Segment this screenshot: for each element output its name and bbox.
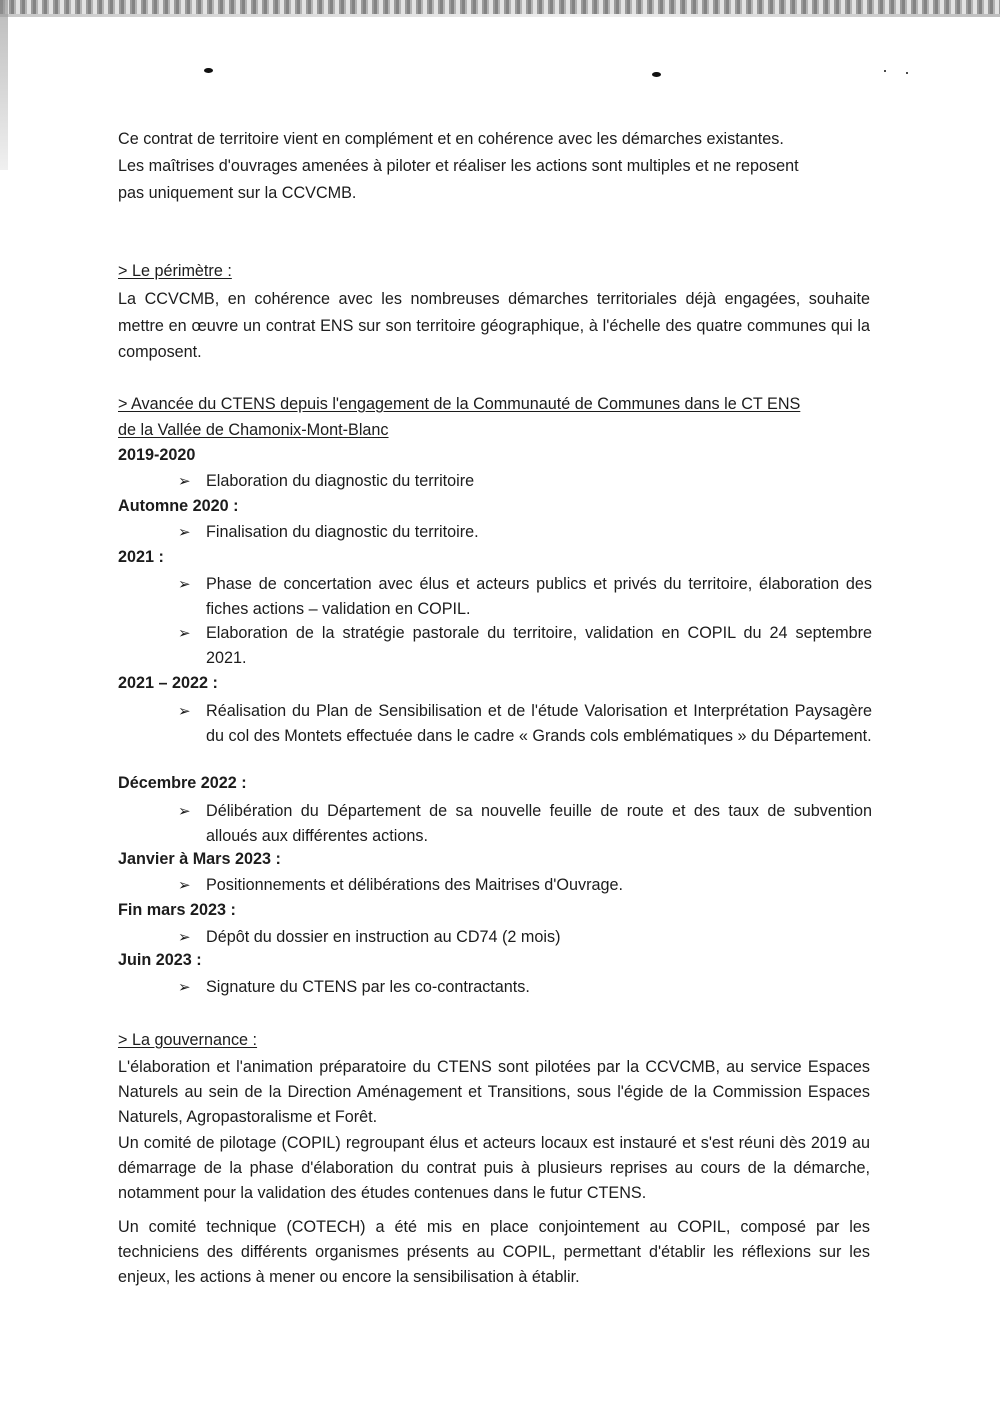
bullet-2021-strategie: [178, 621, 872, 671]
intro-line-2: Les maîtrises d'ouvrages amenées à piloter et réaliser les actions sont multiples et ne reposent: [118, 157, 799, 175]
bullet-text: Positionnements et délibérations des Maitrises d'Ouvrage.: [206, 876, 623, 894]
bullet-janvier-mars-2023: [178, 873, 872, 898]
avancee-heading-line-1: > Avancée du CTENS depuis l'engagement de la Communauté de Communes dans le CT ENS: [118, 395, 801, 413]
gouvernance-paragraph-1: L'élaboration et l'animation préparatoire du CTENS sont pilotées par la CCVCMB, au service Espaces Naturels au sein de la Direction Aménagement et Transitions, sous l'égide de la Commission Espaces Naturels, Agropastoralisme et Forêt.: [118, 1058, 870, 1126]
intro-line-1: Ce contrat de territoire vient en complément et en cohérence avec les démarches existantes.: [118, 130, 784, 148]
scan-border-left: [0, 0, 8, 170]
bullet-arrow-icon: ➢: [178, 979, 191, 996]
scan-border-top-shadow: [0, 14, 1000, 17]
scan-speck: [906, 72, 908, 74]
year-fin-mars-2023: Fin mars 2023 :: [118, 901, 236, 919]
bullet-arrow-icon: ➢: [178, 625, 191, 642]
scan-speck: [884, 70, 886, 72]
bullet-2021-concertation: [178, 572, 872, 622]
bullet-arrow-icon: ➢: [178, 524, 191, 541]
bullet-arrow-icon: ➢: [178, 803, 191, 820]
year-juin-2023: Juin 2023 :: [118, 951, 202, 969]
bullet-arrow-icon: ➢: [178, 877, 191, 894]
bullet-arrow-icon: ➢: [178, 473, 191, 490]
bullet-automne-2020: [178, 520, 872, 545]
bullet-fin-mars-2023: [178, 925, 872, 950]
bullet-text: Elaboration du diagnostic du territoire: [206, 472, 475, 490]
perimetre-text: La CCVCMB, en cohérence avec les nombreuses démarches territoriales déjà engagées, souhaite mettre en œuvre un contrat ENS sur son territoire géographique, à l'échelle des quatre communes qui la composent.: [118, 290, 870, 361]
perimetre-heading: > Le périmètre :: [118, 262, 232, 280]
year-automne-2020: Automne 2020 :: [118, 497, 239, 515]
bullet-text: Signature du CTENS par les co-contractants.: [206, 978, 530, 996]
bullet-text: Elaboration de la stratégie pastorale du territoire, validation en COPIL du 24 septembre 2021.: [206, 624, 872, 667]
scan-speck: [652, 72, 661, 77]
avancee-heading-line-2: de la Vallée de Chamonix-Mont-Blanc: [118, 421, 389, 439]
scan-speck: [204, 68, 213, 73]
bullet-2021-2022: [178, 699, 872, 749]
gouvernance-paragraph-3: Un comité technique (COTECH) a été mis en place conjointement au COPIL, composé par les techniciens des différents organismes présents au COPIL, permettant d'établir les réflexions sur les enjeux, les actions à mener ou encore la sensibilisation à établir.: [118, 1218, 870, 1286]
year-2021: 2021 :: [118, 548, 164, 566]
bullet-2019-2020: [178, 469, 872, 494]
year-2019-2020: 2019-2020: [118, 446, 196, 464]
bullet-juin-2023: [178, 975, 872, 1000]
bullet-text: Finalisation du diagnostic du territoire.: [206, 523, 479, 541]
bullet-arrow-icon: ➢: [178, 576, 191, 593]
bullet-decembre-2022: [178, 799, 872, 849]
bullet-text: Dépôt du dossier en instruction au CD74 (2 mois): [206, 928, 561, 946]
bullet-text: Délibération du Département de sa nouvelle feuille de route et des taux de subvention alloués aux différentes actions.: [206, 802, 872, 845]
gouvernance-paragraph-2: Un comité de pilotage (COPIL) regroupant élus et acteurs locaux est instauré et s'est réuni dès 2019 au démarrage de la phase d'élaboration du contrat puis à plusieurs reprises au cours de la démarche, notamment pour la validation des études contenues dans le futur CTENS.: [118, 1134, 870, 1202]
bullet-arrow-icon: ➢: [178, 929, 191, 946]
year-janvier-mars-2023: Janvier à Mars 2023 :: [118, 850, 281, 868]
year-2021-2022: 2021 – 2022 :: [118, 674, 218, 692]
scan-border-top: [0, 0, 1000, 14]
year-decembre-2022: Décembre 2022 :: [118, 774, 247, 792]
bullet-text: Réalisation du Plan de Sensibilisation et de l'étude Valorisation et Interprétation Paysagère du col des Montets effectuée dans le cadre « Grands cols emblématiques » du Département.: [206, 702, 872, 745]
intro-line-3: pas uniquement sur la CCVCMB.: [118, 184, 357, 202]
bullet-arrow-icon: ➢: [178, 703, 191, 720]
gouvernance-heading: > La gouvernance :: [118, 1031, 258, 1049]
bullet-text: Phase de concertation avec élus et acteurs publics et privés du territoire, élaboration des fiches actions – validation en COPIL.: [206, 575, 872, 618]
